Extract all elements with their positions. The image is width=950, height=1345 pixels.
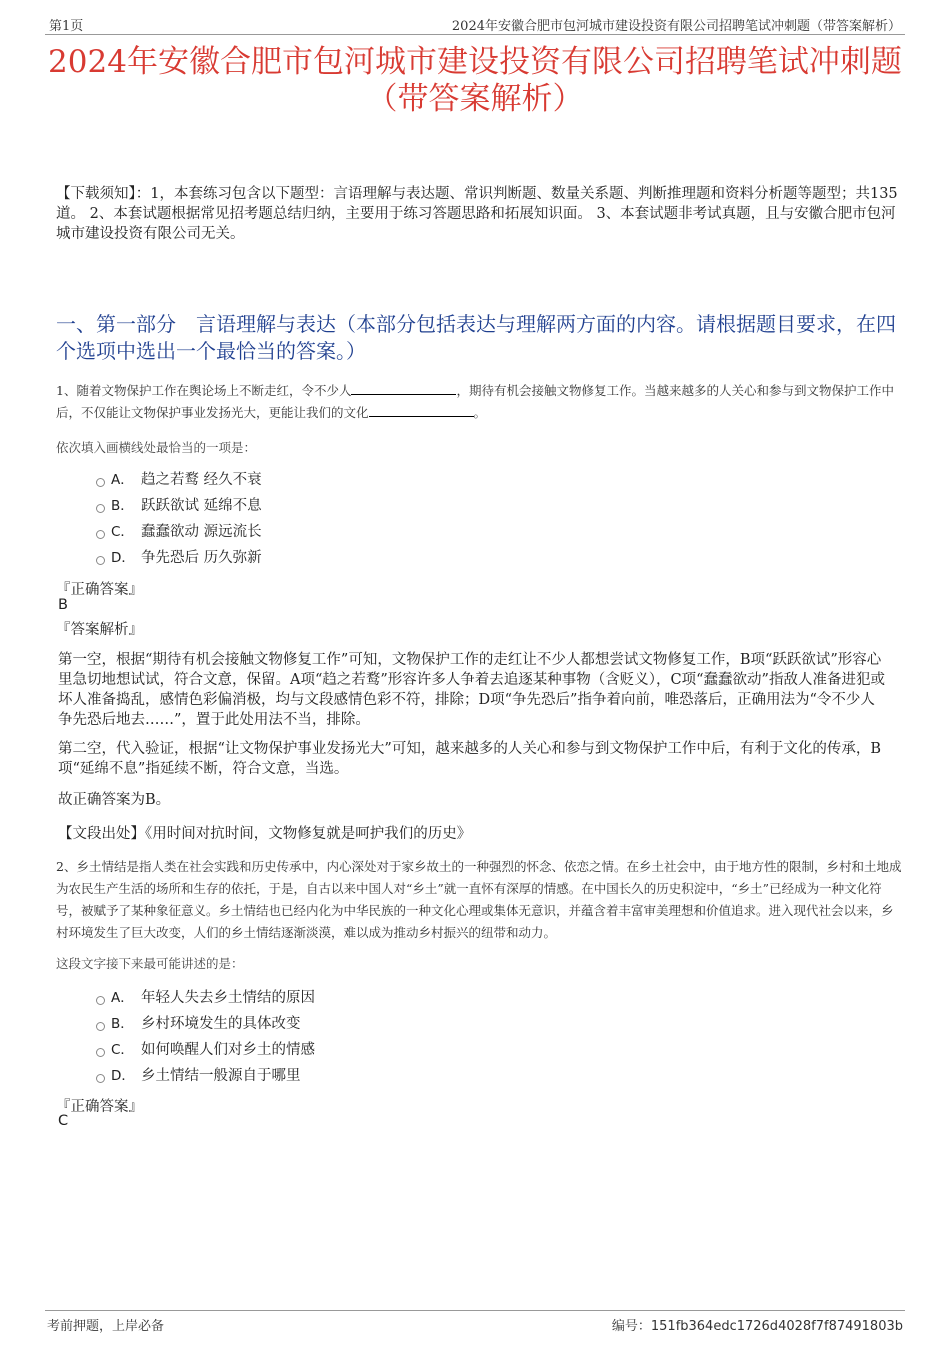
radio-icon[interactable] — [96, 556, 105, 565]
footer-slogan: 考前押题，上岸必备 — [47, 1319, 165, 1334]
analysis-paragraph-2: 第二空，代入验证，根据“让文物保护事业发扬光大”可知，越来越多的人关心和参与到文物保护工作中后，有利于文化的传承，B项“延绵不息”指延续不断，符合文意，当选。 — [58, 741, 881, 777]
option-letter: D． — [111, 1068, 135, 1084]
option-b[interactable] — [96, 1011, 315, 1037]
question-2-answer: C — [58, 1113, 69, 1129]
option-d[interactable] — [96, 545, 262, 571]
page-header — [45, 14, 905, 35]
question-2-options — [96, 985, 315, 1089]
question-1-options — [96, 467, 262, 571]
option-text: 年轻人失去乡土情结的原因 — [141, 990, 315, 1006]
option-text: 如何唤醒人们对乡土的情感 — [141, 1042, 315, 1058]
option-text: 争先恐后 历久弥新 — [141, 550, 262, 566]
option-text: 乡土情结一般源自于哪里 — [141, 1068, 301, 1084]
radio-icon[interactable] — [96, 478, 105, 487]
option-letter: C． — [111, 1042, 134, 1058]
header-doc-title: 2024年安徽合肥市包河城市建设投资有限公司招聘笔试冲刺题（带答案解析） — [451, 19, 901, 34]
question-1-analysis-label: 『答案解析』 — [56, 622, 143, 638]
radio-icon[interactable] — [96, 996, 105, 1005]
radio-icon[interactable] — [96, 1022, 105, 1031]
option-letter: B． — [111, 1016, 134, 1032]
footer-code — [612, 1315, 903, 1334]
option-letter: C． — [111, 524, 134, 540]
option-letter: D． — [111, 550, 135, 566]
radio-icon[interactable] — [96, 1048, 105, 1057]
question-2-prompt: 这段文字接下来最可能讲述的是： — [56, 956, 244, 971]
option-c[interactable] — [96, 1037, 315, 1063]
footer-code-value: 151fb364edc1726d4028f7f87491803b — [650, 1319, 903, 1334]
question-1-text-part-a: 1、随着文物保护工作在舆论场上不断走红，令不少人 — [56, 383, 352, 398]
option-letter: B． — [111, 498, 134, 514]
fill-blank-1 — [351, 381, 456, 395]
option-a[interactable] — [96, 985, 315, 1011]
title-line-2: （带答案解析） — [366, 81, 584, 117]
option-c[interactable] — [96, 519, 262, 545]
page-number: 第1页 — [49, 19, 84, 34]
question-1-answer: B — [58, 597, 68, 613]
question-1-text-part-b: ，期待有机会接触文物修复工作。当越来越多的人关心和参与到文物保护工作中后，不仅能让文物保护事业发扬光大，更能让我们的文化 — [56, 383, 894, 420]
radio-icon[interactable] — [96, 1074, 105, 1083]
option-text: 趋之若鹜 经久不衰 — [141, 472, 262, 488]
question-1-prompt: 依次填入画横线处最恰当的一项是： — [56, 440, 257, 455]
question-1-answer-label: 『正确答案』 — [56, 582, 143, 598]
download-notice: 【下载须知】：1，本套练习包含以下题型：言语理解与表达题、常识判断题、数量关系题、判断推理题和资料分析题等题型；共135道。 2、本套试题根据常见招考题总结归纳，主要用于练习答题思路和拓展知识面。 3、本套试题非考试真题，且与安徽合肥市包河城市建设投资有限公司无关。 — [56, 186, 898, 242]
question-1-text — [56, 380, 902, 424]
question-1-text-part-c: 。 — [473, 405, 487, 420]
radio-icon[interactable] — [96, 530, 105, 539]
section-title: 一、第一部分 言语理解与表达（本部分包括表达与理解两方面的内容。请根据题目要求，在四个选项中选出一个最恰当的答案。） — [56, 312, 896, 363]
option-text: 乡村环境发生的具体改变 — [141, 1016, 301, 1032]
option-text: 蠢蠢欲动 源远流长 — [141, 524, 262, 540]
footer-code-label: 编号： — [611, 1319, 651, 1334]
document-title — [0, 44, 950, 118]
option-d[interactable] — [96, 1063, 315, 1089]
page-footer — [45, 1310, 905, 1333]
option-letter: A． — [111, 990, 134, 1006]
option-b[interactable] — [96, 493, 262, 519]
question-2-text: 2、乡土情结是指人类在社会实践和历史传承中，内心深处对于家乡故土的一种强烈的怀念、依恋之情。在乡土社会中，由于地方性的限制，乡村和土地成为农民生产生活的场所和生存的依托，于是，自古以来中国人对“乡土”就一直怀有深厚的情感。在中国长久的历史积淀中，“乡土”已经成为一种文化符号，被赋予了某种象征意义。乡土情结也已经内化为中华民族的一种文化心理或集体无意识，并蕴含着丰富审美理想和价值追求。进入现代社会以来，乡村环境发生了巨大改变，人们的乡土情结逐渐淡漠，难以成为推动乡村振兴的纽带和动力。 — [56, 859, 902, 940]
question-2-answer-label: 『正确答案』 — [56, 1099, 143, 1115]
analysis-paragraph-1: 第一空，根据“期待有机会接触文物修复工作”可知，文物保护工作的走红让不少人都想尝试文物修复工作，B项“跃跃欲试”形容心里急切地想试试，符合文意，保留。A项“趋之若鹜”形容许多人争着去追逐某种事物（含贬义），C项“蠢蠢欲动”指敌人准备进犯或坏人准备捣乱，感情色彩偏消极，均与文段感情色彩不符，排除；D项“争先恐后”指争着向前，唯恐落后，正确用法为“令不少人争先恐后地去……”，置于此处用法不当，排除。 — [58, 652, 885, 728]
option-text: 跃跃欲试 延绵不息 — [141, 498, 262, 514]
option-a[interactable] — [96, 467, 262, 493]
title-line-1: 2024年安徽合肥市包河城市建设投资有限公司招聘笔试冲刺题 — [48, 44, 902, 80]
option-letter: A． — [111, 472, 134, 488]
passage-source: 【文段出处】《用时间对抗时间，文物修复就是呵护我们的历史》 — [58, 826, 472, 842]
fill-blank-2 — [369, 403, 474, 417]
analysis-paragraph-3: 故正确答案为B。 — [58, 792, 171, 808]
radio-icon[interactable] — [96, 504, 105, 513]
